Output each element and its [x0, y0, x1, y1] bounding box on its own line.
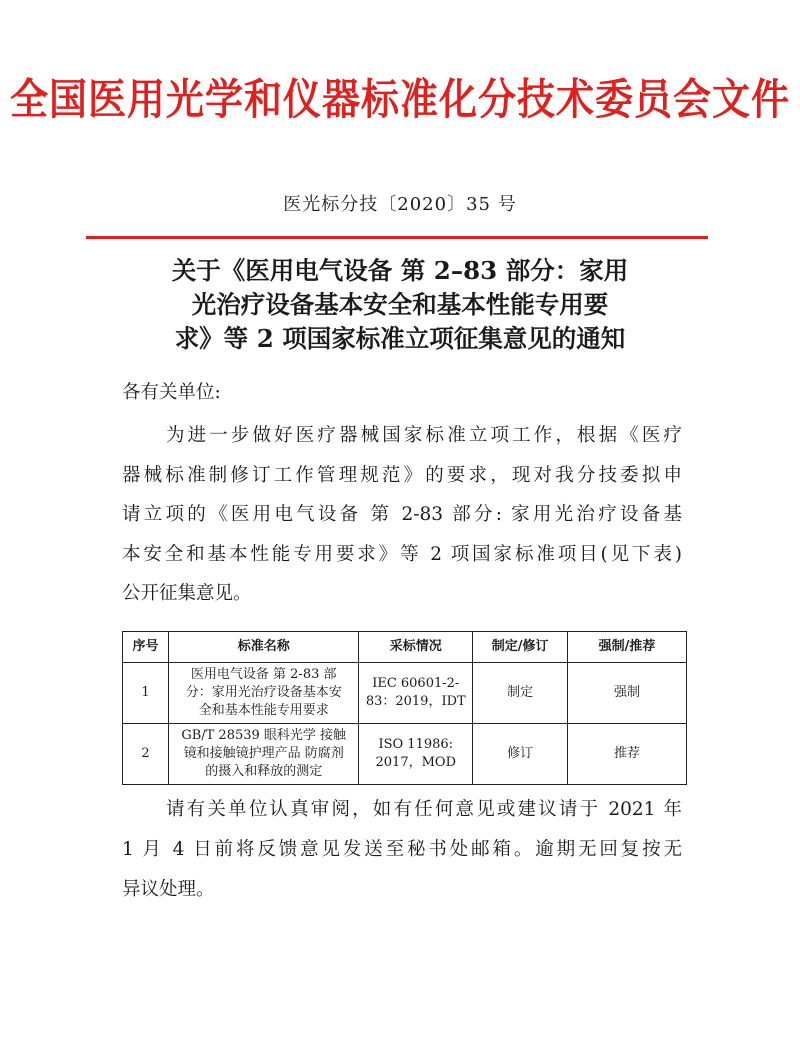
cell-name-line: 镜和接触镜护理产品 防腐剂	[183, 746, 344, 761]
table-header-row	[123, 632, 687, 663]
cell-name	[169, 663, 359, 724]
table-row	[123, 724, 687, 785]
closing-line: 1 月 4 日前将反馈意见发送至秘书处邮箱。逾期无回复按无	[122, 839, 682, 860]
cell-adoption	[359, 724, 473, 785]
cell-nature: 推荐	[568, 724, 687, 785]
body-paragraph	[122, 416, 682, 614]
column-header-type: 制定/修订	[473, 632, 568, 663]
closing-paragraph	[122, 790, 682, 910]
cell-no: 2	[123, 724, 169, 785]
cell-adoption-line: 83：2019，IDT	[365, 694, 466, 709]
column-header-adoption: 采标情况	[359, 632, 473, 663]
salutation: 各有关单位:	[122, 382, 221, 403]
cell-type: 修订	[473, 724, 568, 785]
title-line: 求》等 2 项国家标准立项征集意见的通知	[174, 324, 626, 353]
cell-adoption-line: IEC 60601-2-	[372, 676, 460, 691]
closing-line: 请有关单位认真审阅，如有任何意见或建议请于 2021 年	[166, 799, 682, 820]
cell-no: 1	[123, 663, 169, 724]
cell-nature: 强制	[568, 663, 687, 724]
document-number: 医光标分技〔2020〕35 号	[283, 194, 517, 215]
standards-table	[122, 631, 687, 785]
title-line: 光治疗设备基本安全和基本性能专用要	[191, 290, 609, 319]
column-header-name: 标准名称	[169, 632, 359, 663]
table-row	[123, 663, 687, 724]
column-header-no: 序号	[123, 632, 169, 663]
cell-name-line: 医用电气设备 第 2-83 部	[190, 667, 337, 682]
column-header-nature: 强制/推荐	[568, 632, 687, 663]
cell-name-line: 分：家用光治疗设备基本安	[185, 685, 342, 700]
body-line: 请立项的《医用电气设备 第 2-83 部分: 家用光治疗设备基	[122, 504, 682, 525]
cell-name-line: GB/T 28539 眼科光学 接触	[181, 728, 347, 743]
body-line: 本安全和基本性能专用要求》等 2 项国家标准项目(见下表)	[122, 543, 682, 565]
cell-type: 制定	[473, 663, 568, 724]
body-line: 为进一步做好医疗器械国家标准立项工作，根据《医疗	[166, 425, 682, 446]
cell-name	[169, 724, 359, 785]
cell-adoption	[359, 663, 473, 724]
body-line: 器械标准制修订工作管理规范》的要求，现对我分技委拟申	[122, 464, 682, 486]
red-divider-line	[86, 236, 708, 239]
cell-name-line: 全和基本性能专用要求	[198, 703, 329, 718]
title-line: 关于《医用电气设备 第 2–83 部分：家用	[171, 256, 629, 285]
closing-line: 异议处理。	[122, 879, 215, 900]
notice-title	[100, 254, 700, 356]
cell-adoption-line: ISO 11986:	[378, 737, 454, 752]
cell-name-line: 的摄入和释放的测定	[205, 764, 323, 779]
organization-header: 全国医用光学和仪器标准化分技术委员会文件	[9, 74, 790, 125]
body-line: 公开征集意见。	[122, 583, 252, 604]
cell-adoption-line: 2017，MOD	[375, 755, 456, 770]
